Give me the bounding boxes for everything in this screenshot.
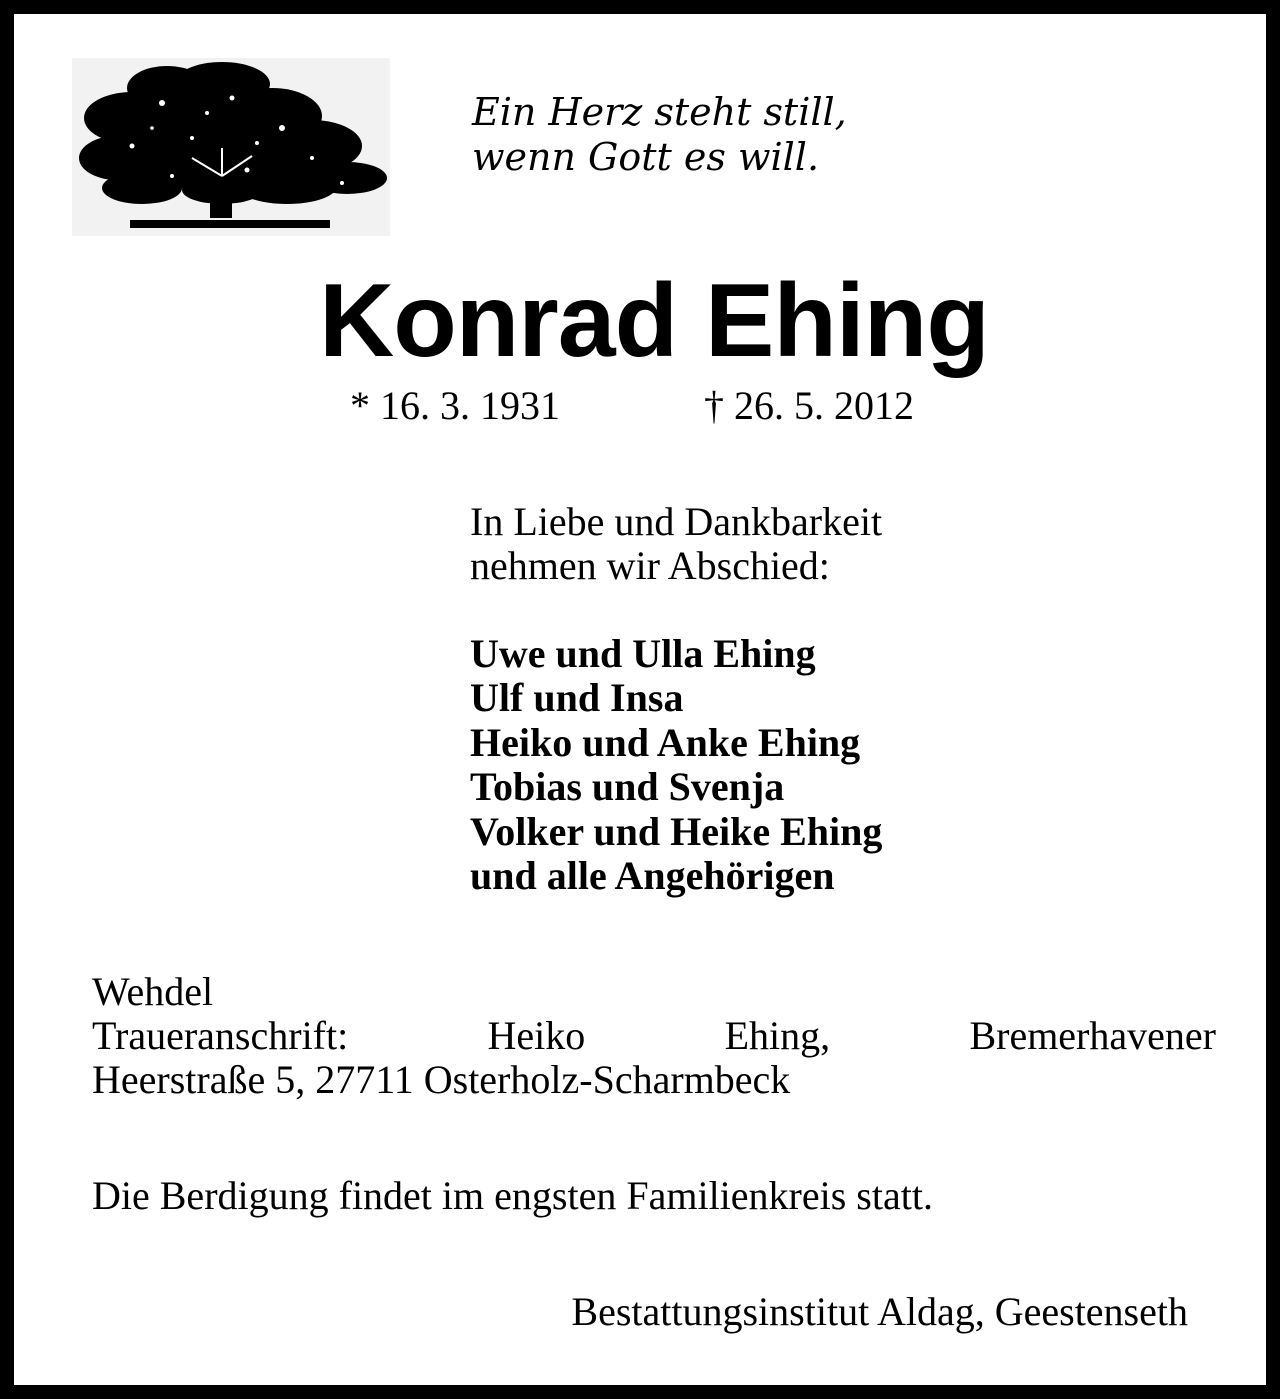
mourner-item: Tobias und Svenja xyxy=(470,764,785,810)
farewell-line-2: nehmen wir Abschied: xyxy=(470,543,830,588)
mourning-address xyxy=(92,1014,1216,1102)
birth-date: * 16. 3. 1931 xyxy=(350,383,560,428)
quote xyxy=(472,90,1072,180)
quote-line-2: wenn Gott es will. xyxy=(472,135,820,179)
place-name: Wehdel xyxy=(92,969,214,1014)
tree-icon xyxy=(72,58,390,236)
deceased-name: Konrad Ehing xyxy=(319,263,989,379)
mourner-item: Ulf und Insa xyxy=(470,675,684,721)
undertaker-name: Bestattungsinstitut Aldag, Geestenseth xyxy=(571,1289,1188,1334)
mourners-list xyxy=(470,632,882,898)
address-word: Bremerhavener xyxy=(969,1013,1216,1058)
address-word: Heiko xyxy=(487,1013,586,1058)
address-word: Traueranschrift: xyxy=(92,1013,349,1058)
address-word: Ehing, xyxy=(724,1013,831,1058)
mourner-item: Uwe und Ulla Ehing xyxy=(470,631,816,676)
farewell-line-1: In Liebe und Dankbarkeit xyxy=(470,499,883,544)
farewell-text xyxy=(470,500,882,588)
mourner-item: Volker und Heike Ehing xyxy=(470,808,883,854)
quote-line-1: Ein Herz steht still, xyxy=(472,90,847,134)
address-line-1 xyxy=(92,1014,1216,1058)
death-date: † 26. 5. 2012 xyxy=(704,383,914,428)
address-line-2: Heerstraße 5, 27711 Osterholz-Scharmbeck xyxy=(92,1057,791,1102)
mourner-item: und alle Angehörigen xyxy=(470,853,835,899)
mourner-item: Heiko und Anke Ehing xyxy=(470,719,861,765)
burial-note: Die Berdigung findet im engsten Familienkreis statt. xyxy=(92,1173,933,1218)
